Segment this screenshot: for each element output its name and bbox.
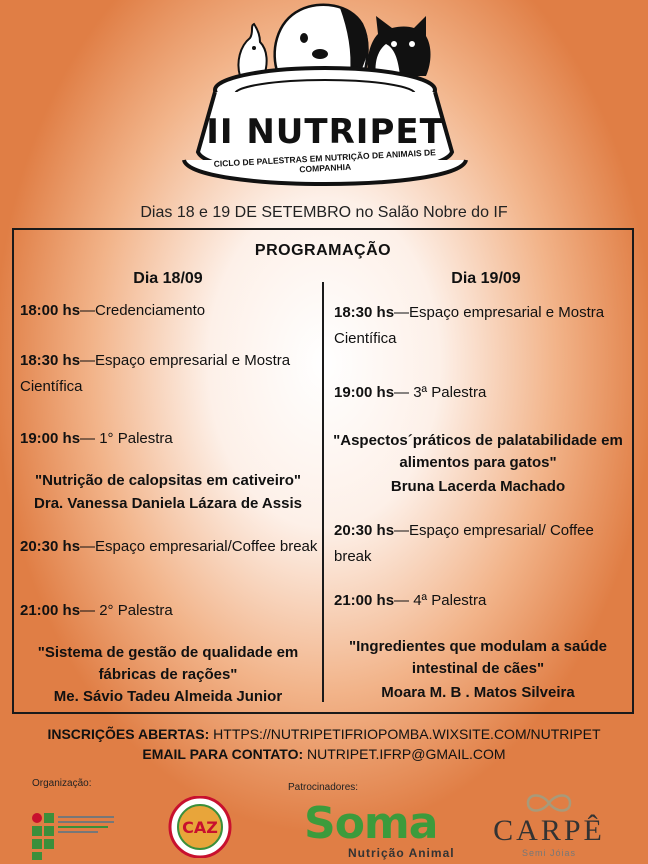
sponsors-label: Patrocinadores: <box>288 782 359 793</box>
registration-line <box>0 726 648 742</box>
event-title: II NUTRIPET <box>206 112 444 152</box>
day2-label: Dia 19/09 <box>451 270 521 287</box>
talk2-speaker: Me. Sávio Tadeu Almeida Junior <box>53 688 283 705</box>
event-dates: Dias 18 e 19 DE SETEMBRO no Salão Nobre do IF <box>140 204 508 221</box>
carpe-tagline: Semi Jóias <box>521 848 576 858</box>
day1-item: 20:30 hs—Espaço empresarial/Coffee break <box>20 538 318 555</box>
day1-item: 18:30 hs—Espaço empresarial e Mostra Científica <box>20 352 291 395</box>
registration-link[interactable]: HTTPS://NUTRIPETIFRIOPOMBA.WIXSITE.COM/NUTRIPET <box>213 726 601 742</box>
talk3-speaker: Bruna Lacerda Machado <box>390 478 566 495</box>
day1-item: 19:00 hs— 1° Palestra <box>20 430 173 447</box>
soma-tagline: Nutrição Animal <box>348 846 455 860</box>
day1-item: 18:00 hs—Credenciamento <box>20 302 206 319</box>
email-label: EMAIL PARA CONTATO: <box>142 746 304 762</box>
organization-badge-logo <box>166 796 234 858</box>
svg-text:CAZ: CAZ <box>182 818 218 837</box>
day1-item: 21:00 hs— 2° Palestra <box>20 602 173 619</box>
cockatiel-illustration <box>238 24 266 76</box>
column-divider <box>322 282 324 702</box>
talk4-speaker: Moara M. B . Matos Silveira <box>381 684 575 701</box>
event-subtitle: CICLO DE PALESTRAS EM NUTRIÇÃO DE ANIMAIS DE COMPANHIA <box>213 147 437 175</box>
carpe-wordmark: CARPÊ <box>493 814 605 847</box>
day2-item: 20:30 hs—Espaço empresarial/ Coffee break <box>334 522 594 565</box>
organization-label: Organização: <box>32 778 92 789</box>
day2-item: 21:00 hs— 4ª Palestra <box>334 592 487 609</box>
soma-logo <box>304 798 474 860</box>
dog-illustration <box>275 5 369 74</box>
registration-label: INSCRIÇÕES ABERTAS: <box>47 726 210 742</box>
soma-wordmark: Soma <box>304 798 438 849</box>
institute-logo <box>30 812 120 860</box>
day2-item: 18:30 hs—Espaço empresarial e Mostra Científica <box>334 304 605 347</box>
day1-label: Dia 18/09 <box>133 270 203 287</box>
talk2-title: "Sistema de gestão de qualidade em fábricas de rações" <box>37 644 299 683</box>
email-line <box>0 746 648 762</box>
program-title: PROGRAMAÇÃO <box>254 242 392 259</box>
talk1-speaker: Dra. Vanessa Daniela Lázara de Assis <box>34 495 302 512</box>
talk3-title: "Aspectos´práticos de palatabilidade em alimentos para gatos" <box>333 432 623 471</box>
day2-item: 19:00 hs— 3ª Palestra <box>334 384 487 401</box>
talk4-title: "Ingredientes que modulam a saúde intestinal de cães" <box>348 638 607 677</box>
carpe-logo <box>486 790 612 860</box>
talk1-title: "Nutrição de calopsitas em cativeiro" <box>35 472 301 489</box>
cat-illustration <box>367 16 430 76</box>
infinity-icon <box>522 790 576 816</box>
email-link[interactable]: NUTRIPET.IFRP@GMAIL.COM <box>307 746 506 762</box>
